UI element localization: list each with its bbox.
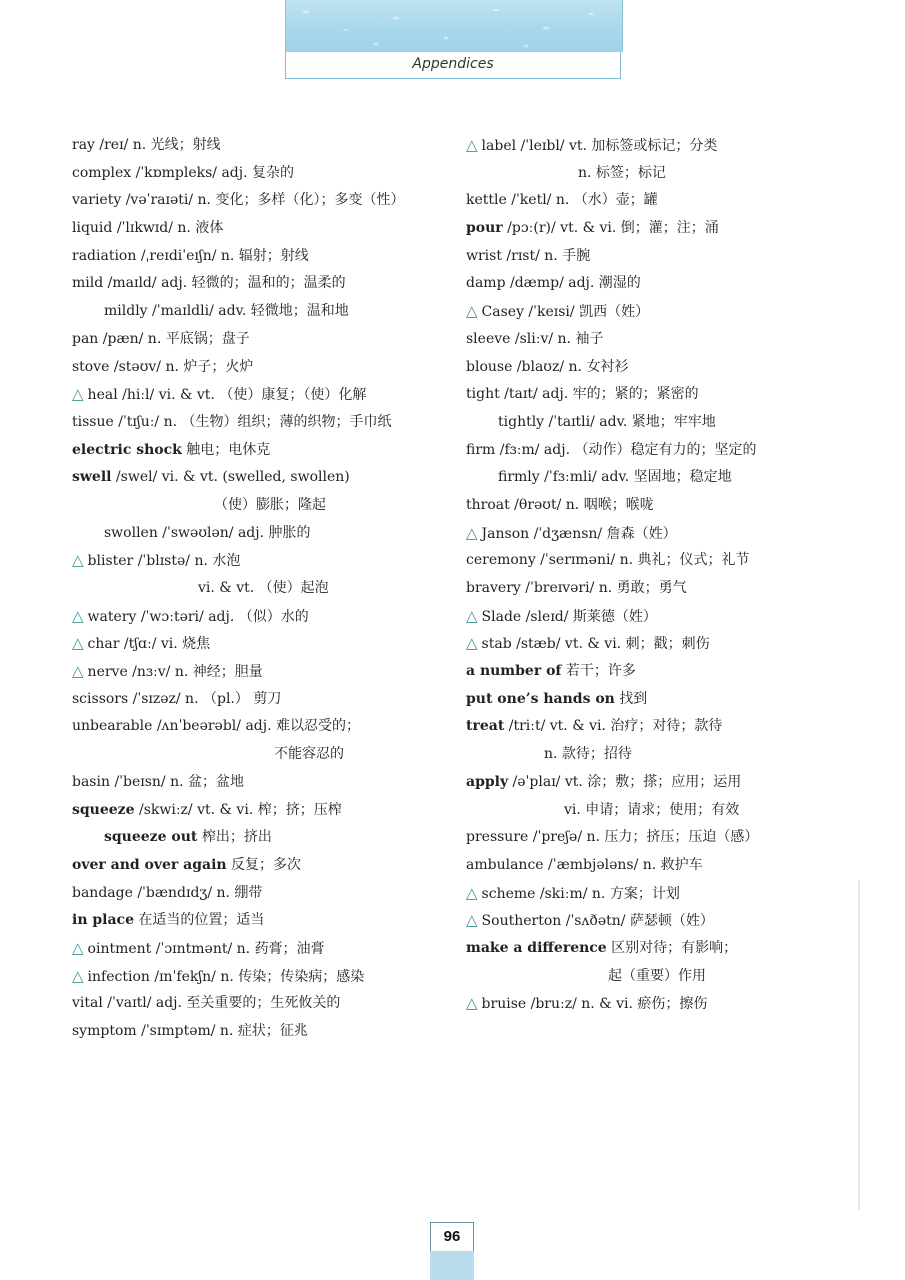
- vocab-entry-text: complex /ˈkɒmpleks/ adj. 复杂的: [72, 164, 295, 181]
- vocab-entry-text: ambulance /ˈæmbjələns/ n. 救护车: [466, 856, 703, 873]
- triangle-marker-icon: △: [466, 606, 478, 625]
- vocab-entry-text: ray /reɪ/ n. 光线；射线: [72, 137, 221, 153]
- vocab-entry: [466, 547, 866, 575]
- headword: squeeze: [72, 801, 135, 818]
- headword: treat: [466, 718, 505, 735]
- vocab-entry: [72, 160, 452, 188]
- headword: electric shock: [72, 441, 182, 458]
- vocab-entry-text: basin /ˈbeɪsn/ n. 盆；盆地: [72, 773, 245, 790]
- headword: put one’s hands on: [466, 690, 615, 707]
- vocab-entry-text: scissors /ˈsɪzəz/ n. （pl.） 剪刀: [72, 690, 282, 707]
- vocab-entry-text: Casey /ˈkeɪsi/ 凯西（姓）: [481, 304, 650, 321]
- vocab-entry-text: char /tʃɑː/ vi. 烧焦: [87, 636, 211, 653]
- vocab-entry: [72, 630, 452, 658]
- vocab-entry: [466, 769, 866, 797]
- vocab-entry: [466, 381, 866, 409]
- vocab-entry: [72, 270, 452, 298]
- header-banner: [285, 0, 623, 52]
- definition: 触电；电休克: [181, 441, 271, 458]
- vocab-entry-text: [466, 718, 722, 734]
- vocab-entry-text: 不能容忍的: [274, 746, 344, 763]
- vocab-entry-text: pressure /ˈpreʃə/ n. 压力；挤压；压迫（感）: [466, 829, 759, 846]
- triangle-marker-icon: △: [466, 634, 478, 653]
- vocab-entry: [72, 769, 452, 797]
- triangle-marker-icon: △: [466, 883, 478, 902]
- headword: in place: [72, 912, 134, 929]
- vocab-entry-text: liquid /ˈlɪkwɪd/ n. 液体: [72, 220, 224, 237]
- definition: /swel/ vi. & vt. (swelled, swollen): [111, 469, 350, 486]
- definition: 区别对待；有影响；: [606, 939, 738, 956]
- vocab-entry: [466, 603, 866, 631]
- vocab-entry-text: tightly /ˈtaɪtli/ adv. 紧地；牢牢地: [498, 413, 716, 430]
- triangle-marker-icon: △: [72, 551, 84, 570]
- triangle-marker-icon: △: [466, 302, 478, 321]
- vocab-entry-text: （使）膨胀；隆起: [214, 496, 326, 513]
- vocab-entry-text: [72, 912, 264, 928]
- triangle-marker-icon: △: [466, 994, 478, 1013]
- vocab-entry-text: firmly /ˈfɜːmli/ adv. 坚固地；稳定地: [498, 469, 732, 486]
- header-texture: [286, 0, 622, 52]
- vocab-entry-text: [466, 691, 647, 707]
- vocab-entry: [72, 298, 452, 326]
- vocab-entry-text: n. 标签；标记: [578, 164, 666, 181]
- definition: 在适当的位置；适当: [133, 912, 265, 929]
- vocab-entry: [466, 630, 866, 658]
- definition: /skwiːz/ vt. & vi. 榨；挤；压榨: [134, 801, 342, 818]
- vocab-entry: [72, 797, 452, 825]
- vocab-entry: [72, 963, 452, 991]
- vocab-entry: [72, 1018, 452, 1046]
- triangle-marker-icon: △: [72, 385, 84, 404]
- vocab-entry: [466, 270, 866, 298]
- vocab-entry: [466, 160, 866, 188]
- triangle-marker-icon: △: [466, 136, 478, 154]
- vocab-entry: [466, 298, 866, 326]
- vocab-entry: [466, 575, 866, 603]
- headword: over and over again: [72, 856, 227, 873]
- vocab-entry: [72, 326, 452, 354]
- vocab-entry: [466, 132, 866, 160]
- vocab-entry: [72, 409, 452, 437]
- vocab-entry-text: scheme /skiːm/ n. 方案；计划: [481, 885, 680, 902]
- vocab-entry-text: blouse /blaʊz/ n. 女衬衫: [466, 358, 629, 375]
- vocab-entry: [466, 464, 866, 492]
- vocab-entry: [466, 520, 866, 548]
- triangle-marker-icon: △: [72, 634, 84, 653]
- vocab-entry-text: nerve /nɜːv/ n. 神经；胆量: [87, 664, 263, 681]
- vocab-entry: [72, 243, 452, 271]
- vocab-entry: [72, 658, 452, 686]
- vocab-entry-text: 起（重要）作用: [608, 967, 706, 984]
- vocab-entry-text: unbearable /ʌnˈbeərəbl/ adj. 难以忍受的；: [72, 718, 360, 735]
- vocab-entry-text: [466, 774, 741, 790]
- triangle-marker-icon: △: [72, 938, 84, 957]
- vocab-entry: [72, 575, 452, 603]
- vocab-entry: [466, 686, 866, 714]
- vocab-entry-text: [466, 940, 737, 956]
- vocab-entry: [466, 880, 866, 908]
- vocab-entry: [72, 713, 452, 741]
- vocab-entry-text: pan /pæn/ n. 平底锅；盘子: [72, 330, 250, 347]
- triangle-marker-icon: △: [466, 911, 478, 930]
- vocab-entry-text: mildly /ˈmaɪldli/ adv. 轻微地；温和地: [104, 303, 349, 320]
- definition: 榨出；挤出: [197, 829, 272, 846]
- vocab-entry: [466, 437, 866, 465]
- vocab-entry-text: mild /maɪld/ adj. 轻微的；温和的；温柔的: [72, 275, 346, 292]
- page-number-strip: [430, 1251, 474, 1280]
- vocab-entry: [466, 824, 866, 852]
- definition: 反复；多次: [226, 856, 302, 873]
- vocab-entry-text: [72, 469, 350, 485]
- page-number: 96: [430, 1222, 474, 1252]
- vocab-entry: [466, 243, 866, 271]
- vocab-entry: [72, 132, 452, 160]
- vocab-entry-text: stove /stəʊv/ n. 炉子；火炉: [72, 358, 254, 375]
- vocab-entry: [466, 852, 866, 880]
- vocab-entry-text: [72, 442, 270, 458]
- vocab-entry: [72, 741, 452, 769]
- vocab-entry-text: Janson /ˈdʒænsn/ 詹森（姓）: [481, 525, 677, 542]
- vocab-entry-text: bandage /ˈbændɪdʒ/ n. 绷带: [72, 884, 263, 901]
- vocab-entry: [72, 381, 452, 409]
- headword: pour: [466, 220, 503, 237]
- vocab-entry: [466, 797, 866, 825]
- vocab-entry: [466, 215, 866, 243]
- vocab-entry: [72, 492, 452, 520]
- headword: make a difference: [466, 939, 607, 956]
- vocab-entry: [72, 852, 452, 880]
- vocab-entry-text: symptom /ˈsɪmptəm/ n. 症状；征兆: [72, 1023, 308, 1039]
- headword: swell: [72, 469, 112, 486]
- vocab-entry-text: heal /hiːl/ vi. & vt. （使）康复；（使）化解: [87, 387, 367, 404]
- vocab-entry: [466, 935, 866, 963]
- vocab-entry: [466, 741, 866, 769]
- vocab-entry: [72, 520, 452, 548]
- vocab-entry-text: infection /ɪnˈfekʃn/ n. 传染；传染病；感染: [87, 968, 365, 985]
- vocab-entry-text: tissue /ˈtɪʃuː/ n. （生物）组织；薄的织物；手巾纸: [72, 413, 392, 430]
- vocab-entry-text: label /ˈleɪbl/ vt. 加标签或标记；分类: [481, 138, 718, 154]
- vocab-entry-text: watery /ˈwɔːtəri/ adj. （似）水的: [87, 608, 309, 625]
- vocab-entry-text: firm /fɜːm/ adj. （动作）稳定有力的；坚定的: [466, 441, 757, 458]
- definition: 若干；许多: [561, 663, 636, 680]
- vocab-entry-text: bravery /ˈbreɪvəri/ n. 勇敢；勇气: [466, 580, 687, 596]
- vocab-entry: [72, 547, 452, 575]
- vocab-entry: [466, 326, 866, 354]
- vocab-entry-text: vi. 申请；请求；使用；有效: [564, 801, 740, 818]
- vocab-entry: [72, 215, 452, 243]
- definition: 找到: [614, 690, 648, 707]
- vocab-entry: [72, 824, 452, 852]
- vocab-entry: [466, 963, 866, 991]
- headword: apply: [466, 773, 509, 790]
- vocab-entry-text: kettle /ˈketl/ n. （水）壶；罐: [466, 192, 658, 209]
- right-vocab-column: [466, 132, 866, 1018]
- vocab-entry-text: n. 款待；招待: [544, 746, 632, 763]
- vocab-entry: [72, 603, 452, 631]
- vocab-entry-text: stab /stæb/ vt. & vi. 刺；戳；刺伤: [481, 636, 710, 653]
- section-title: Appendices: [285, 52, 621, 79]
- vocab-entry: [72, 880, 452, 908]
- vocab-entry-text: [466, 220, 719, 236]
- vocab-entry: [72, 686, 452, 714]
- vocab-entry: [466, 990, 866, 1018]
- vocab-entry-text: swollen /ˈswəʊlən/ adj. 肿胀的: [104, 524, 311, 541]
- triangle-marker-icon: △: [466, 523, 478, 542]
- vocab-entry: [466, 907, 866, 935]
- definition: /triːt/ vt. & vi. 治疗；对待；款待: [504, 718, 723, 735]
- vocab-entry-text: variety /vəˈraɪəti/ n. 变化；多样（化）；多变（性）: [72, 192, 405, 209]
- vocab-entry: [466, 187, 866, 215]
- vocab-entry-text: wrist /rɪst/ n. 手腕: [466, 247, 591, 264]
- vocab-entry-text: vital /ˈvaɪtl/ adj. 至关重要的；生死攸关的: [72, 995, 341, 1012]
- vocab-entry: [466, 354, 866, 382]
- vocab-entry-text: Southerton /ˈsʌðətn/ 萨瑟顿（姓）: [481, 913, 714, 930]
- left-vocab-column: [72, 132, 452, 1046]
- vocab-entry: [466, 492, 866, 520]
- vocab-entry-text: tight /taɪt/ adj. 牢的；紧的；紧密的: [466, 386, 699, 403]
- vocab-entry: [466, 713, 866, 741]
- vocab-entry-text: ceremony /ˈserɪməni/ n. 典礼；仪式；礼节: [466, 552, 750, 569]
- vocab-entry: [72, 437, 452, 465]
- vocab-entry-text: sleeve /sliːv/ n. 袖子: [466, 330, 604, 347]
- triangle-marker-icon: △: [72, 966, 84, 985]
- vocab-entry-text: radiation /ˌreɪdiˈeɪʃn/ n. 辐射；射线: [72, 247, 309, 264]
- vocab-entry: [72, 990, 452, 1018]
- vocab-entry-text: [104, 829, 272, 845]
- vocab-entry-text: damp /dæmp/ adj. 潮湿的: [466, 275, 641, 292]
- vocab-entry-text: Slade /sleɪd/ 斯莱德（姓）: [481, 608, 657, 625]
- headword: squeeze out: [104, 829, 198, 846]
- vocab-entry: [72, 464, 452, 492]
- vocab-entry-text: vi. & vt. （使）起泡: [198, 580, 329, 596]
- vocab-entry: [72, 935, 452, 963]
- vocab-entry: [466, 409, 866, 437]
- page-edge-line: [858, 880, 860, 1210]
- vocab-entry-text: bruise /bruːz/ n. & vi. 瘀伤；擦伤: [481, 996, 708, 1013]
- vocab-entry-text: throat /θrəʊt/ n. 咽喉；喉咙: [466, 496, 654, 513]
- vocab-entry-text: ointment /ˈɔɪntmənt/ n. 药膏；油膏: [87, 940, 325, 957]
- vocab-entry: [72, 354, 452, 382]
- definition: /əˈplaɪ/ vt. 涂；敷；搽；应用；运用: [508, 773, 742, 790]
- vocab-entry-text: [72, 857, 301, 873]
- triangle-marker-icon: △: [72, 662, 84, 681]
- vocab-entry: [466, 658, 866, 686]
- definition: /pɔː(r)/ vt. & vi. 倒；灌；注；涌: [502, 220, 719, 237]
- vocab-entry-text: [466, 663, 636, 679]
- vocab-entry-text: [72, 802, 342, 818]
- triangle-marker-icon: △: [72, 606, 84, 625]
- vocab-entry: [72, 187, 452, 215]
- vocab-entry: [72, 907, 452, 935]
- headword: a number of: [466, 663, 562, 680]
- vocab-entry-text: blister /ˈblɪstə/ n. 水泡: [87, 553, 241, 570]
